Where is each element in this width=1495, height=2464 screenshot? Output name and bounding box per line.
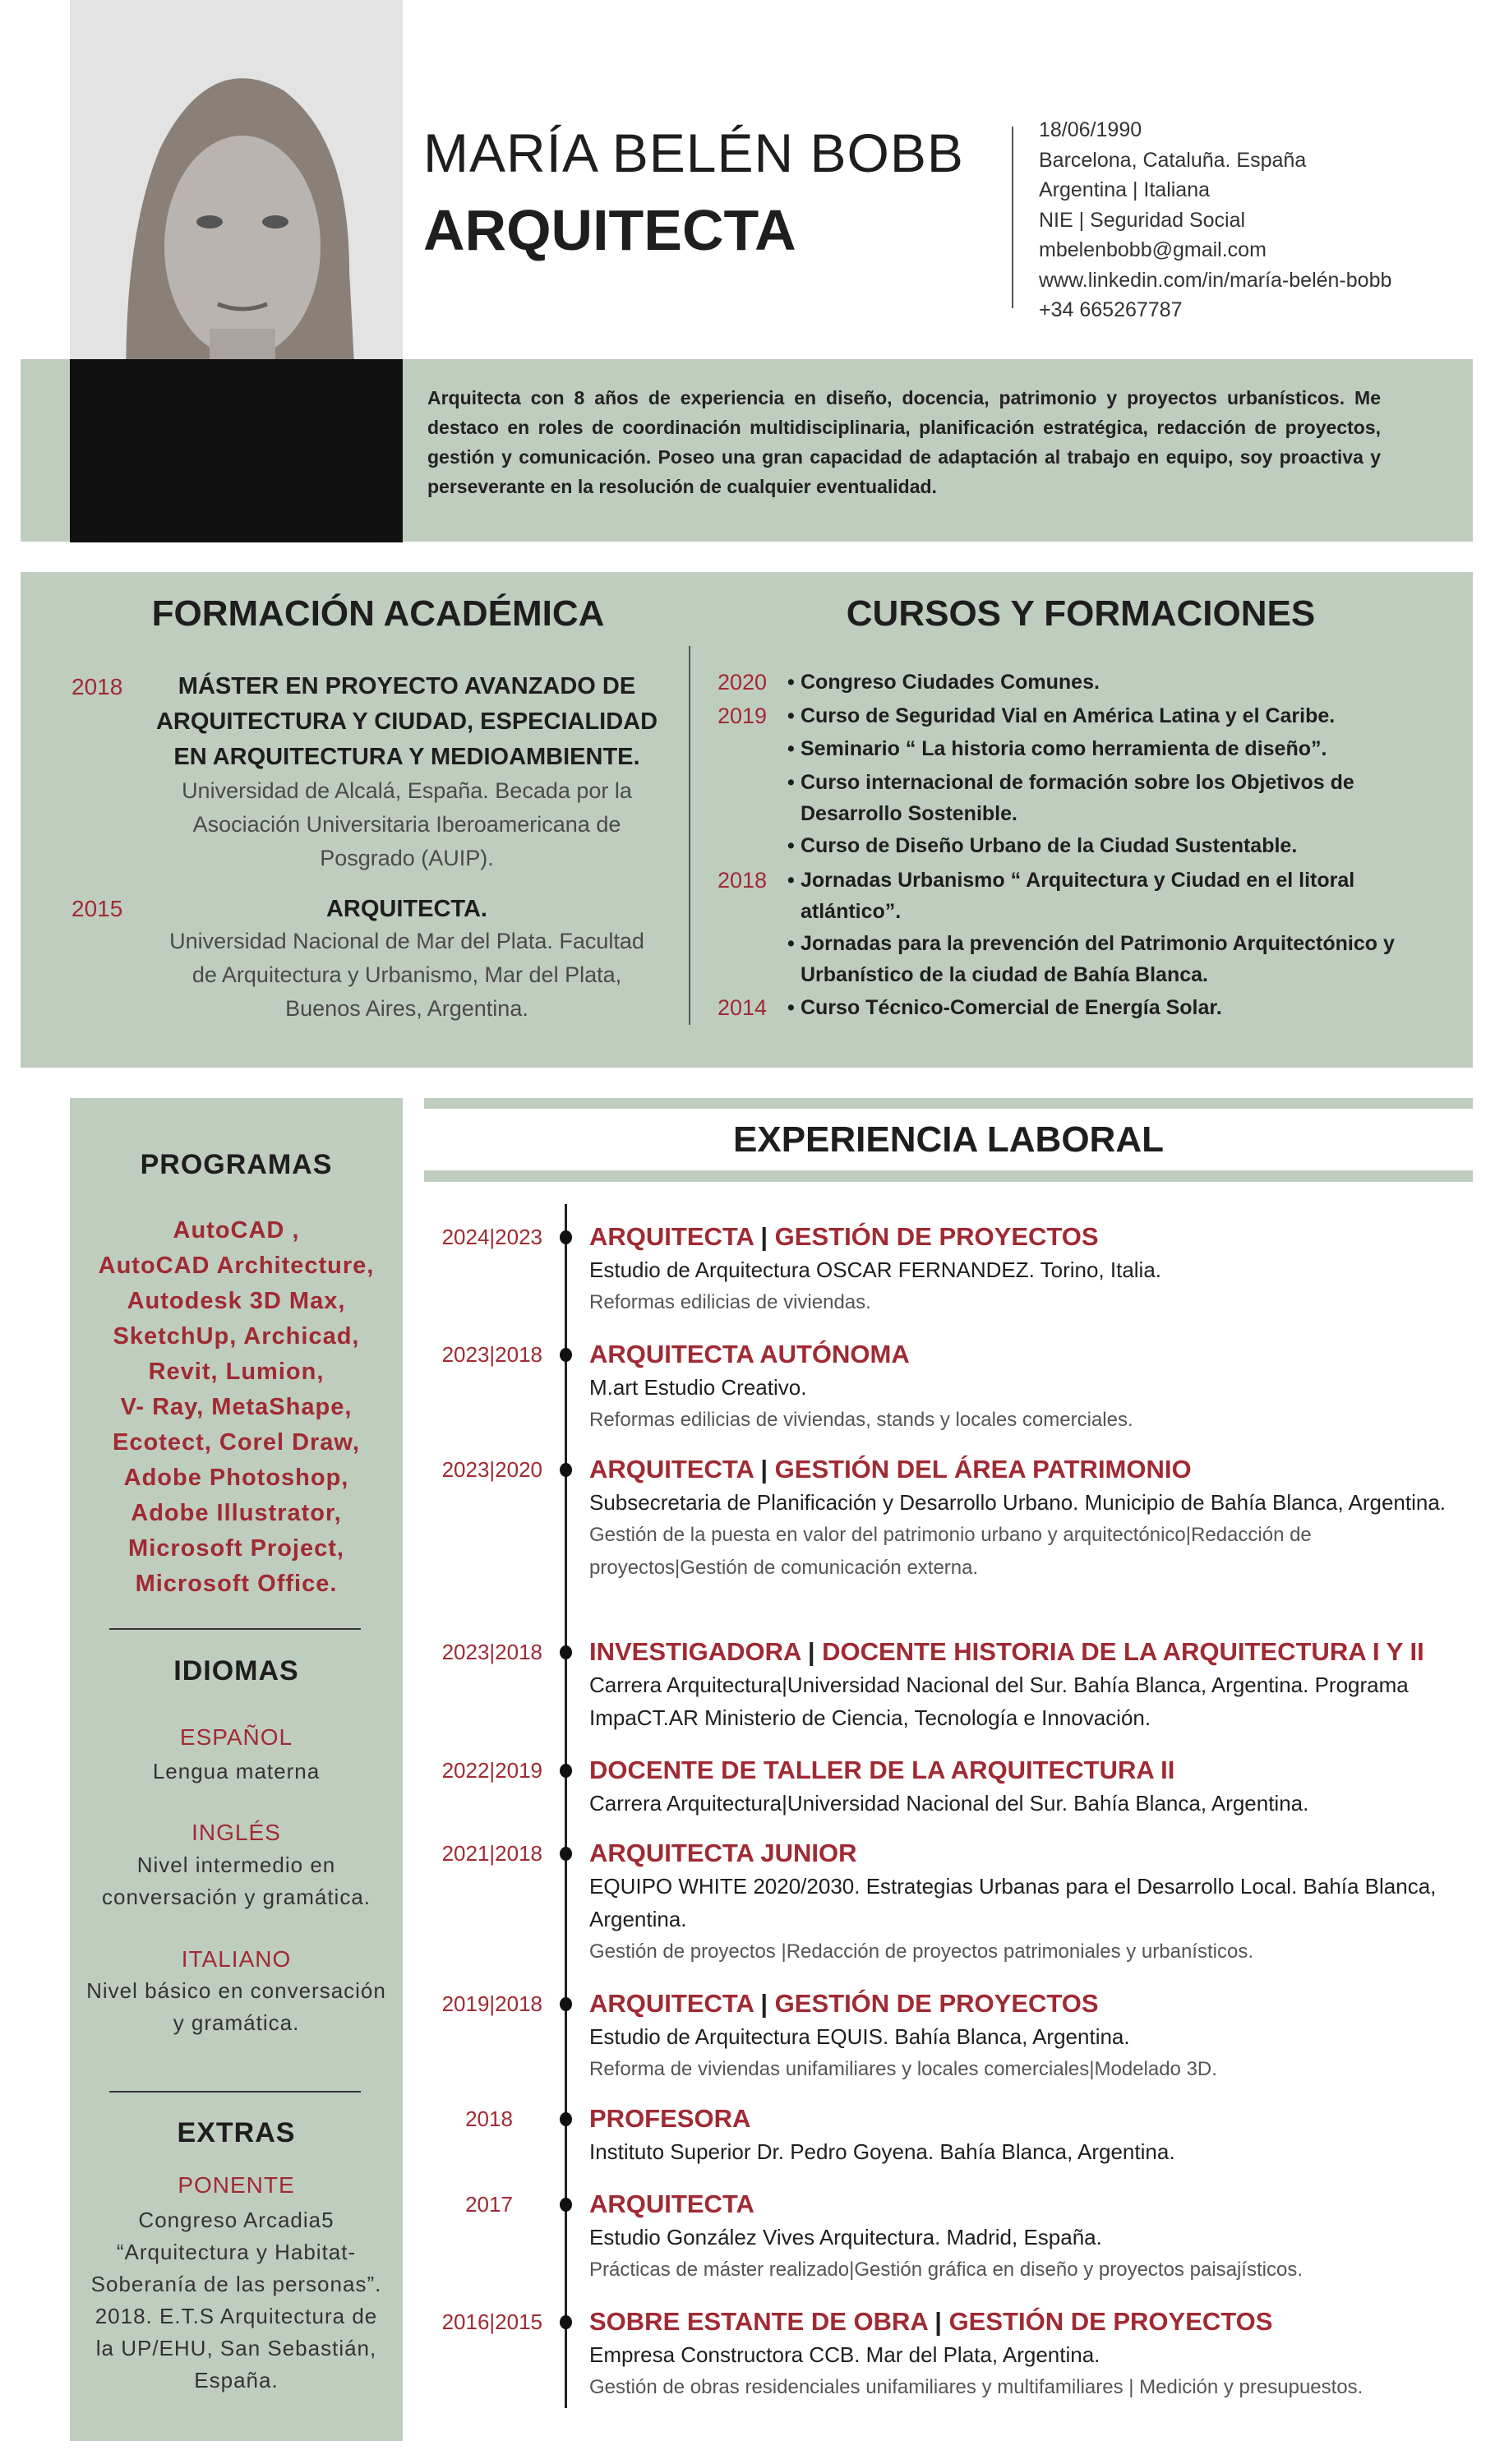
experience-description: Gestión de obras residenciales unifamiliares y multifamiliares | Medición y presupuestos. <box>589 2376 1363 2398</box>
experience-title: PROFESORA <box>589 2104 751 2133</box>
sidebar <box>70 1098 403 2441</box>
language-name: ESPAÑOL <box>179 1724 293 1750</box>
extras-title: PONENTE <box>178 2172 295 2198</box>
experience-title: ARQUITECTA AUTÓNOMA <box>589 1340 910 1368</box>
course-item: 2019 • Curso de Seguridad Vial en América Latina y el Caribe. <box>718 704 1336 728</box>
photo-lower <box>70 359 403 542</box>
extras-text: Congreso Arcadia5 “Arquitectura y Habitat-Soberanía de las personas”. 2018. E.T.S Arquitectura de la UP/EHU, San Sebastián, España. <box>90 2208 382 2392</box>
edu-title: ARQUITECTA. <box>325 896 487 922</box>
contact-info <box>1039 115 1391 325</box>
experience-description: Gestión de proyectos |Redacción de proyectos patrimoniales y urbanísticos. <box>589 1940 1253 1963</box>
section-divider <box>689 646 690 1025</box>
experience-date: 2021|2018 <box>441 1841 542 1866</box>
documents: NIE | Seguridad Social <box>1039 208 1246 232</box>
experience-company: Empresa Constructora CCB. Mar del Plata, Argentina. <box>589 2342 1100 2367</box>
experience-title: SOBRE ESTANTE DE OBRA | GESTIÓN DE PROYECTOS <box>589 2307 1273 2336</box>
edu-title: MÁSTER EN PROYECTO AVANZADO DE ARQUITECTURA Y CIUDAD, ESPECIALIDAD EN ARQUITECTURA Y MEDIOAMBIENTE. <box>155 673 658 770</box>
nationality: Argentina | Italiana <box>1039 178 1211 201</box>
experience-title: DOCENTE DE TALLER DE LA ARQUITECTURA II <box>589 1756 1175 1784</box>
contact-divider <box>1012 127 1013 308</box>
timeline-dot-icon <box>560 1764 572 1778</box>
experience-description: Reforma de viviendas unifamiliares y locales comerciales|Modelado 3D. <box>589 2058 1217 2080</box>
experience-company: Estudio de Arquitectura OSCAR FERNANDEZ. Torino, Italia. <box>589 1257 1162 1282</box>
email-link[interactable]: mbelenbobb@gmail.com <box>1039 238 1267 261</box>
edu-year: 2015 <box>72 896 123 921</box>
timeline-line <box>565 1204 567 2408</box>
course-item: • Jornadas para la prevención del Patrimonio Arquitectónico y Urbanístico de la ciudad de Bahía Blanca. <box>787 932 1395 986</box>
edu-detail: Universidad Nacional de Mar del Plata. Facultad de Arquitectura y Urbanismo, Mar del Plata, Buenos Aires, Argentina. <box>169 929 644 1021</box>
timeline-dot-icon <box>560 2198 572 2212</box>
birth-date: 18/06/1990 <box>1039 118 1142 141</box>
extras-heading: EXTRAS <box>177 2117 296 2148</box>
experience-description: Reformas edilicias de viviendas, stands y locales comerciales. <box>589 1409 1133 1431</box>
timeline-dot-icon <box>560 1997 572 2011</box>
languages-heading: IDIOMAS <box>173 1655 299 1687</box>
experience-title: ARQUITECTA <box>589 2189 754 2218</box>
experience-date: 2024|2023 <box>441 1225 542 1249</box>
course-item: 2014 • Curso Técnico-Comercial de Energía Solar. <box>718 995 1222 1020</box>
phone[interactable]: +34 665267787 <box>1039 298 1183 321</box>
experience-company: Estudio González Vives Arquitectura. Madrid, España. <box>589 2225 1102 2249</box>
timeline-dot-icon <box>560 1645 572 1659</box>
course-item: • Seminario “ La historia como herramienta de diseño”. <box>787 737 1327 760</box>
experience-date: 2023|2020 <box>441 1457 542 1482</box>
job-title: ARQUITECTA <box>423 198 796 262</box>
course-item: 2020 • Congreso Ciudades Comunes. <box>718 670 1100 694</box>
edu-year: 2018 <box>72 674 123 699</box>
timeline-dot-icon <box>560 1463 572 1477</box>
experience-company: EQUIPO WHITE 2020/2030. Estrategias Urbanas para el Desarrollo Local. Bahía Blanca, Argentina. <box>589 1874 1437 1931</box>
edu-detail: Universidad de Alcalá, España. Becada por la Asociación Universitaria Iberoamericana de Posgrado (AUIP). <box>182 778 632 870</box>
experience-title: ARQUITECTA | GESTIÓN DE PROYECTOS <box>589 1989 1099 2018</box>
experience-company: Instituto Superior Dr. Pedro Goyena. Bahía Blanca, Argentina. <box>589 2139 1175 2164</box>
experience-description: Prácticas de máster realizado|Gestión gráfica en diseño y proyectos paisajísticos. <box>589 2259 1303 2281</box>
experience-title: INVESTIGADORA | DOCENTE HISTORIA DE LA ARQUITECTURA I Y II <box>589 1637 1424 1666</box>
experience-title: ARQUITECTA JUNIOR <box>589 1839 857 1867</box>
courses-heading: CURSOS Y FORMACIONES <box>846 593 1316 634</box>
experience-company: Subsecretaria de Planificación y Desarrollo Urbano. Municipio de Bahía Blanca, Argentina. <box>589 1490 1447 1515</box>
language-level: Nivel intermedio en conversación y gramática. <box>101 1853 371 1909</box>
experience-title: ARQUITECTA | GESTIÓN DE PROYECTOS <box>589 1222 1099 1251</box>
experience-date: 2018 <box>465 2106 513 2131</box>
experience-company: M.art Estudio Creativo. <box>589 1375 807 1400</box>
experience-company: Estudio de Arquitectura EQUIS. Bahía Blanca, Argentina. <box>589 2024 1130 2049</box>
full-name: MARÍA BELÉN BOBB <box>423 122 964 183</box>
course-item: • Curso de Diseño Urbano de la Ciudad Sustentable. <box>787 834 1298 857</box>
experience-title: ARQUITECTA | GESTIÓN DEL ÁREA PATRIMONIO <box>589 1455 1192 1483</box>
profile-summary: Arquitecta con 8 años de experiencia en diseño, docencia, patrimonio y proyectos urbanísticos. Me destaco en roles de coordinación multidisciplinaria, planificación estratégica, redacción de proyectos, gestión y comunicación. Poseo una gran capacidad de adaptación al trabajo en equipo, soy proactiva y perseverante en la resolución de cualquier eventualidad. <box>427 387 1381 497</box>
location: Barcelona, Cataluña. España <box>1039 148 1307 172</box>
experience-company: Carrera Arquitectura|Universidad Nacional del Sur. Bahía Blanca, Argentina. Programa ImpaCT.AR Ministerio de Ciencia, Tecnología e Innovación. <box>589 1673 1409 1730</box>
experience-heading: EXPERIENCIA LABORAL <box>733 1119 1164 1160</box>
timeline-dot-icon <box>560 2315 572 2329</box>
experience-band-bottom <box>424 1170 1473 1182</box>
experience-date: 2023|2018 <box>441 1342 542 1367</box>
timeline-dot-icon <box>560 1348 572 1362</box>
linkedin-link[interactable]: www.linkedin.com/in/maría-belén-bobb <box>1039 268 1392 292</box>
language-name: INGLÉS <box>191 1820 281 1845</box>
language-level: Lengua materna <box>152 1759 321 1783</box>
divider <box>109 1628 361 1630</box>
timeline-dot-icon <box>560 1847 572 1861</box>
programs-list: AutoCAD , AutoCAD Architecture, Autodesk 3D Max, SketchUp, Archicad, Revit, Lumion, V- Ray, MetaShape, Ecotect, Corel Draw, Adobe Photoshop, Adobe Illustrator, Microsoft Project, Microsoft Office. <box>98 1217 375 1597</box>
timeline-dot-icon <box>560 1230 572 1244</box>
experience-date: 2019|2018 <box>441 1991 542 2016</box>
programs-heading: PROGRAMAS <box>140 1149 333 1180</box>
language-level: Nivel básico en conversación y gramática. <box>86 1978 386 2035</box>
education-heading: FORMACIÓN ACADÉMICA <box>151 593 605 634</box>
timeline-dot-icon <box>560 2112 572 2126</box>
experience-date: 2016|2015 <box>441 2309 542 2334</box>
course-item: • Curso internacional de formación sobre los Objetivos de Desarrollo Sostenible. <box>787 771 1354 825</box>
course-item: 2018 • Jornadas Urbanismo “ Arquitectura y Ciudad en el litoral atlántico”. <box>718 868 1355 923</box>
experience-date: 2022|2019 <box>441 1758 542 1783</box>
language-name: ITALIANO <box>181 1946 292 1972</box>
experience-date: 2017 <box>465 2192 513 2217</box>
experience-band-top <box>424 1098 1473 1109</box>
experience-company: Carrera Arquitectura|Universidad Nacional del Sur. Bahía Blanca, Argentina. <box>589 1791 1309 1816</box>
divider <box>109 2091 361 2093</box>
experience-description: Gestión de la puesta en valor del patrimonio urbano y arquitectónico|Redacción de proyectos|Gestión de comunicación externa. <box>589 1524 1312 1579</box>
experience-description: Reformas edilicias de viviendas. <box>589 1291 871 1313</box>
experience-date: 2023|2018 <box>441 1640 542 1664</box>
